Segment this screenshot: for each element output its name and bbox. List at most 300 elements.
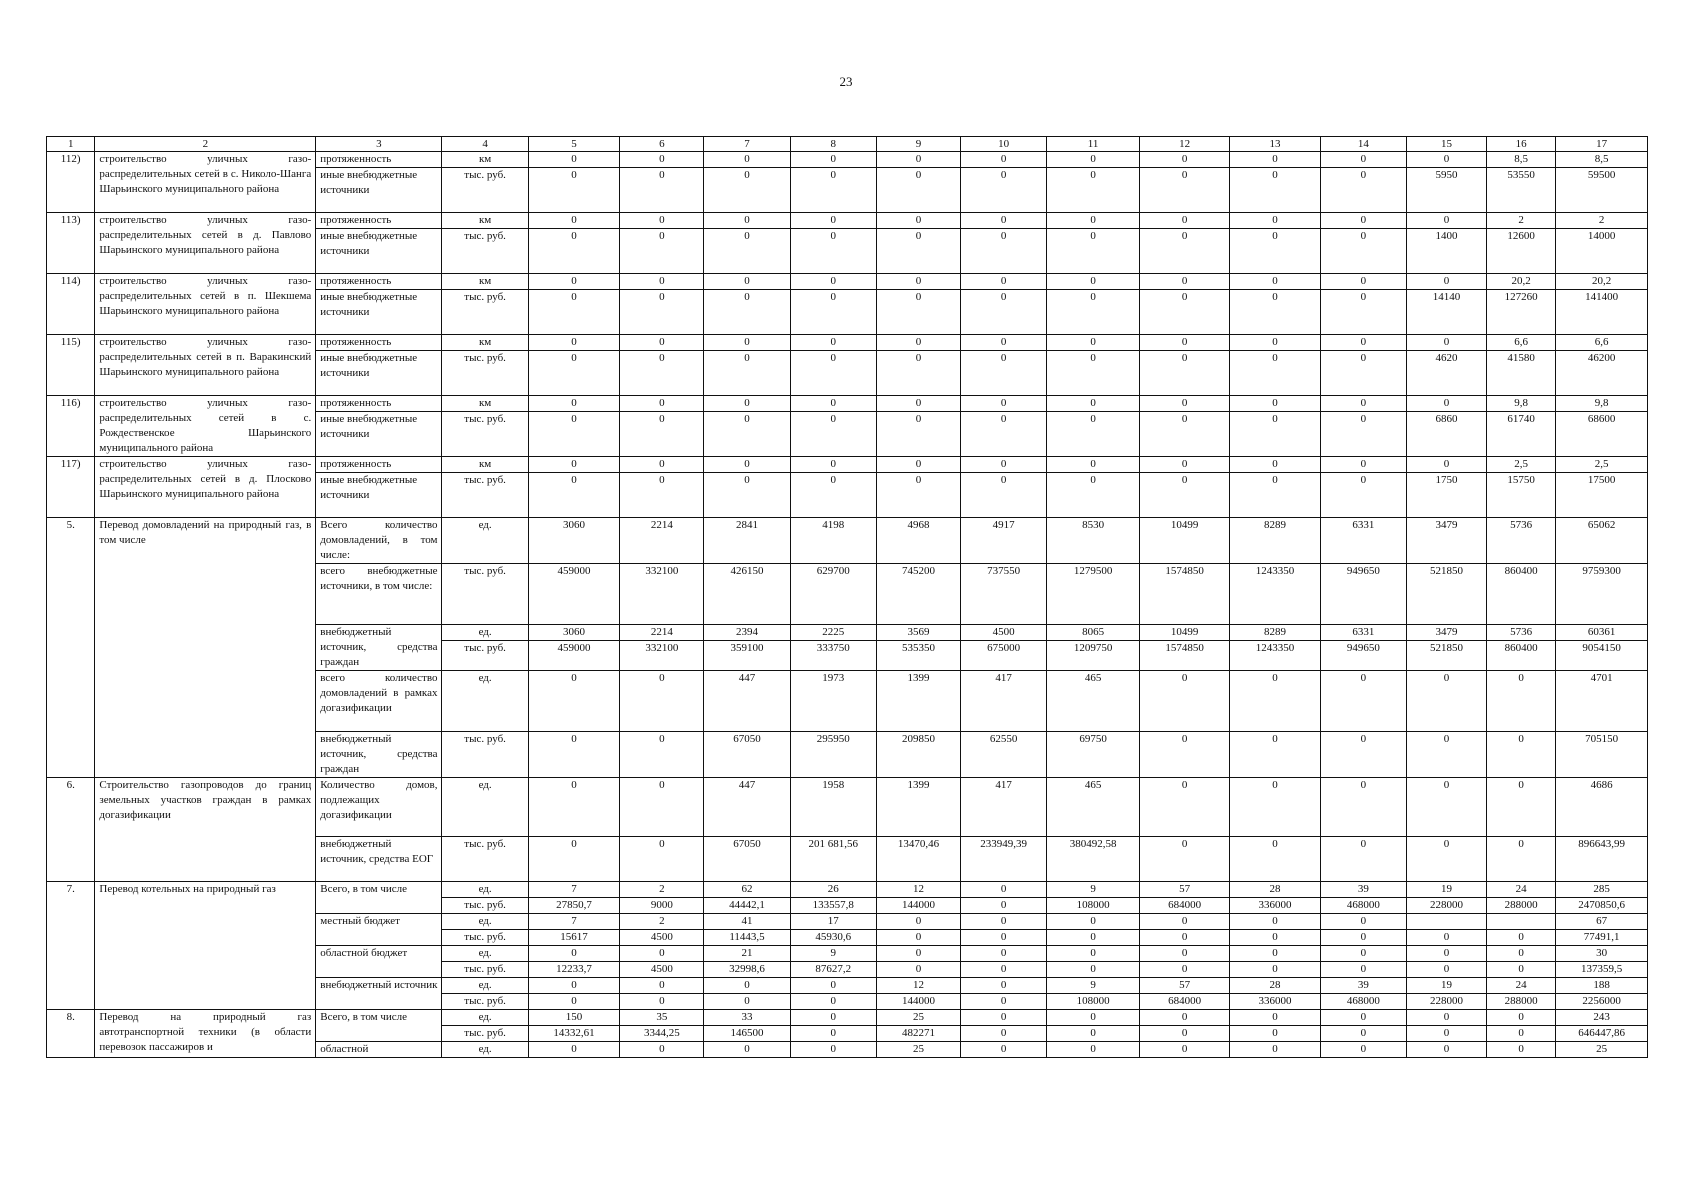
row-number: 116) xyxy=(47,396,95,457)
unit-cell: тыс. руб. xyxy=(442,898,528,914)
value-cell: 0 xyxy=(620,732,704,778)
column-header: 17 xyxy=(1556,137,1648,152)
value-cell: 0 xyxy=(704,335,790,351)
value-cell: 62 xyxy=(704,882,790,898)
value-cell: 25 xyxy=(876,1010,960,1026)
unit-cell: тыс. руб. xyxy=(442,290,528,335)
indicator-cell: протяженность xyxy=(316,274,442,290)
table-row xyxy=(47,457,1648,473)
value-cell: 41 xyxy=(704,914,790,930)
value-cell: 61740 xyxy=(1486,412,1555,457)
value-cell: 20,2 xyxy=(1556,274,1648,290)
value-cell: 0 xyxy=(961,962,1047,978)
value-cell: 0 xyxy=(1230,732,1320,778)
column-header: 6 xyxy=(620,137,704,152)
value-cell: 0 xyxy=(1230,1010,1320,1026)
value-cell: 0 xyxy=(1047,168,1140,213)
value-cell: 35 xyxy=(620,1010,704,1026)
unit-cell: ед. xyxy=(442,778,528,837)
value-cell: 146500 xyxy=(704,1026,790,1042)
value-cell: 108000 xyxy=(1047,898,1140,914)
value-cell: 0 xyxy=(1320,914,1406,930)
value-cell: 62550 xyxy=(961,732,1047,778)
value-cell: 0 xyxy=(961,994,1047,1010)
value-cell: 0 xyxy=(1320,412,1406,457)
value-cell: 9054150 xyxy=(1556,641,1648,671)
value-cell: 2,5 xyxy=(1556,457,1648,473)
column-header: 15 xyxy=(1407,137,1487,152)
value-cell: 0 xyxy=(1139,1010,1229,1026)
value-cell: 0 xyxy=(1139,778,1229,837)
value-cell: 629700 xyxy=(790,564,876,625)
value-cell: 137359,5 xyxy=(1556,962,1648,978)
value-cell: 0 xyxy=(790,1026,876,1042)
value-cell: 0 xyxy=(1230,335,1320,351)
value-cell: 0 xyxy=(620,213,704,229)
value-cell: 0 xyxy=(1139,412,1229,457)
value-cell: 25 xyxy=(876,1042,960,1058)
value-cell: 19 xyxy=(1407,978,1487,994)
indicator-cell: внебюджетный источник xyxy=(316,978,442,1010)
value-cell: 141400 xyxy=(1556,290,1648,335)
value-cell: 0 xyxy=(1047,473,1140,518)
indicator-cell: протяженность xyxy=(316,152,442,168)
indicator-cell: Всего, в том числе xyxy=(316,882,442,914)
value-cell: 0 xyxy=(1230,351,1320,396)
value-cell: 12 xyxy=(876,978,960,994)
indicator-cell: внебюджетный источник, средства граждан xyxy=(316,732,442,778)
value-cell: 0 xyxy=(620,229,704,274)
indicator-cell: всего внебюджетные источники, в том числе: xyxy=(316,564,442,625)
value-cell: 0 xyxy=(620,457,704,473)
column-header: 11 xyxy=(1047,137,1140,152)
value-cell: 12600 xyxy=(1486,229,1555,274)
value-cell: 336000 xyxy=(1230,994,1320,1010)
value-cell: 0 xyxy=(1139,457,1229,473)
value-cell: 0 xyxy=(1047,930,1140,946)
value-cell: 45930,6 xyxy=(790,930,876,946)
table-row xyxy=(47,1010,1648,1026)
value-cell: 521850 xyxy=(1407,564,1487,625)
value-cell: 535350 xyxy=(876,641,960,671)
value-cell: 0 xyxy=(1320,671,1406,732)
column-header: 13 xyxy=(1230,137,1320,152)
value-cell: 0 xyxy=(528,978,620,994)
value-cell: 705150 xyxy=(1556,732,1648,778)
value-cell: 0 xyxy=(1139,962,1229,978)
value-cell: 14140 xyxy=(1407,290,1487,335)
value-cell: 0 xyxy=(528,778,620,837)
column-header: 5 xyxy=(528,137,620,152)
indicator-cell: Количество домов, подлежащих догазификации xyxy=(316,778,442,837)
value-cell: 295950 xyxy=(790,732,876,778)
value-cell: 39 xyxy=(1320,978,1406,994)
value-cell: 0 xyxy=(528,1042,620,1058)
value-cell: 0 xyxy=(961,290,1047,335)
value-cell: 417 xyxy=(961,778,1047,837)
value-cell: 33 xyxy=(704,1010,790,1026)
value-cell: 0 xyxy=(790,396,876,412)
value-cell: 0 xyxy=(620,778,704,837)
value-cell: 144000 xyxy=(876,898,960,914)
value-cell: 0 xyxy=(1407,1026,1487,1042)
value-cell: 0 xyxy=(1230,290,1320,335)
value-cell: 0 xyxy=(1320,213,1406,229)
value-cell: 0 xyxy=(876,229,960,274)
value-cell: 949650 xyxy=(1320,641,1406,671)
value-cell: 0 xyxy=(1230,396,1320,412)
value-cell: 0 xyxy=(528,290,620,335)
value-cell: 0 xyxy=(961,274,1047,290)
value-cell: 233949,39 xyxy=(961,837,1047,882)
value-cell: 0 xyxy=(620,978,704,994)
value-cell: 15617 xyxy=(528,930,620,946)
value-cell: 3479 xyxy=(1407,625,1487,641)
value-cell: 0 xyxy=(1139,396,1229,412)
value-cell: 19 xyxy=(1407,882,1487,898)
value-cell xyxy=(1486,914,1555,930)
value-cell: 14000 xyxy=(1556,229,1648,274)
value-cell: 0 xyxy=(528,229,620,274)
value-cell: 0 xyxy=(704,994,790,1010)
value-cell: 0 xyxy=(790,351,876,396)
value-cell: 4620 xyxy=(1407,351,1487,396)
value-cell: 0 xyxy=(961,473,1047,518)
value-cell: 24 xyxy=(1486,978,1555,994)
value-cell: 9759300 xyxy=(1556,564,1648,625)
unit-cell: тыс. руб. xyxy=(442,732,528,778)
value-cell: 1973 xyxy=(790,671,876,732)
value-cell: 0 xyxy=(1139,290,1229,335)
value-cell: 0 xyxy=(1047,1042,1140,1058)
value-cell: 2394 xyxy=(704,625,790,641)
value-cell: 482271 xyxy=(876,1026,960,1042)
indicator-cell: внебюджетный источник, средства ЕОГ xyxy=(316,837,442,882)
value-cell: 2 xyxy=(1556,213,1648,229)
value-cell: 0 xyxy=(790,274,876,290)
row-number: 5. xyxy=(47,518,95,778)
value-cell: 336000 xyxy=(1230,898,1320,914)
table-row xyxy=(47,396,1648,412)
value-cell: 0 xyxy=(961,396,1047,412)
value-cell: 2841 xyxy=(704,518,790,564)
value-cell: 0 xyxy=(1320,837,1406,882)
value-cell: 0 xyxy=(876,213,960,229)
value-cell: 0 xyxy=(528,946,620,962)
value-cell: 0 xyxy=(620,168,704,213)
value-cell: 0 xyxy=(961,351,1047,396)
value-cell: 0 xyxy=(528,351,620,396)
value-cell: 0 xyxy=(1230,671,1320,732)
value-cell: 8289 xyxy=(1230,625,1320,641)
value-cell: 684000 xyxy=(1139,898,1229,914)
value-cell: 0 xyxy=(790,473,876,518)
value-cell: 0 xyxy=(528,837,620,882)
value-cell: 0 xyxy=(1320,274,1406,290)
indicator-cell: протяженность xyxy=(316,396,442,412)
value-cell: 67050 xyxy=(704,732,790,778)
value-cell: 0 xyxy=(1047,152,1140,168)
unit-cell: ед. xyxy=(442,1042,528,1058)
value-cell: 4917 xyxy=(961,518,1047,564)
value-cell: 0 xyxy=(876,473,960,518)
value-cell: 10499 xyxy=(1139,518,1229,564)
value-cell: 447 xyxy=(704,778,790,837)
value-cell: 332100 xyxy=(620,564,704,625)
measure-name: строительство уличных газо-распределительных сетей в с. Николо-Шанга Шарьинского муниципального района xyxy=(95,152,316,213)
value-cell: 10499 xyxy=(1139,625,1229,641)
value-cell: 13470,46 xyxy=(876,837,960,882)
value-cell: 0 xyxy=(1139,914,1229,930)
value-cell: 12233,7 xyxy=(528,962,620,978)
value-cell: 9 xyxy=(1047,978,1140,994)
value-cell: 0 xyxy=(1407,962,1487,978)
value-cell: 0 xyxy=(528,994,620,1010)
indicator-cell: внебюджетный источник, средства граждан xyxy=(316,625,442,671)
value-cell: 1243350 xyxy=(1230,564,1320,625)
value-cell: 0 xyxy=(704,396,790,412)
value-cell: 0 xyxy=(1230,274,1320,290)
value-cell: 0 xyxy=(620,274,704,290)
column-header: 9 xyxy=(876,137,960,152)
value-cell: 0 xyxy=(1230,1042,1320,1058)
unit-cell: ед. xyxy=(442,518,528,564)
value-cell: 0 xyxy=(961,213,1047,229)
value-cell: 108000 xyxy=(1047,994,1140,1010)
value-cell: 6,6 xyxy=(1486,335,1555,351)
value-cell: 737550 xyxy=(961,564,1047,625)
value-cell: 0 xyxy=(1047,335,1140,351)
header-row xyxy=(47,137,1648,152)
value-cell: 0 xyxy=(704,213,790,229)
value-cell: 0 xyxy=(1320,1042,1406,1058)
value-cell: 0 xyxy=(620,290,704,335)
value-cell: 0 xyxy=(528,152,620,168)
value-cell: 0 xyxy=(704,168,790,213)
value-cell: 6,6 xyxy=(1556,335,1648,351)
measure-name: Перевод на природный газ автотранспортной техники (в области перевозок пассажиров и xyxy=(95,1010,316,1058)
value-cell: 0 xyxy=(1486,732,1555,778)
value-cell: 0 xyxy=(620,351,704,396)
value-cell: 0 xyxy=(961,457,1047,473)
value-cell: 0 xyxy=(1230,473,1320,518)
value-cell: 1243350 xyxy=(1230,641,1320,671)
table-row xyxy=(47,882,1648,898)
value-cell: 0 xyxy=(1139,168,1229,213)
value-cell: 8,5 xyxy=(1556,152,1648,168)
value-cell: 21 xyxy=(704,946,790,962)
value-cell: 44442,1 xyxy=(704,898,790,914)
value-cell: 144000 xyxy=(876,994,960,1010)
value-cell: 0 xyxy=(961,1042,1047,1058)
value-cell: 1209750 xyxy=(1047,641,1140,671)
column-header: 16 xyxy=(1486,137,1555,152)
value-cell: 0 xyxy=(1320,962,1406,978)
value-cell: 0 xyxy=(1320,396,1406,412)
column-header: 7 xyxy=(704,137,790,152)
value-cell: 17500 xyxy=(1556,473,1648,518)
unit-cell: км xyxy=(442,396,528,412)
value-cell: 0 xyxy=(528,213,620,229)
value-cell: 0 xyxy=(1407,335,1487,351)
value-cell: 53550 xyxy=(1486,168,1555,213)
value-cell: 0 xyxy=(961,168,1047,213)
unit-cell: тыс. руб. xyxy=(442,412,528,457)
unit-cell: ед. xyxy=(442,914,528,930)
value-cell: 0 xyxy=(1047,457,1140,473)
value-cell: 0 xyxy=(620,152,704,168)
value-cell: 0 xyxy=(1230,229,1320,274)
value-cell: 0 xyxy=(704,290,790,335)
value-cell: 2256000 xyxy=(1556,994,1648,1010)
value-cell: 0 xyxy=(1407,837,1487,882)
value-cell: 57 xyxy=(1139,882,1229,898)
value-cell: 6860 xyxy=(1407,412,1487,457)
value-cell: 0 xyxy=(876,914,960,930)
value-cell: 0 xyxy=(1320,473,1406,518)
measure-name: Строительство газопроводов до границ земельных участков граждан в рамках догазификации xyxy=(95,778,316,882)
indicator-cell: иные внебюджетные источники xyxy=(316,351,442,396)
value-cell: 188 xyxy=(1556,978,1648,994)
value-cell: 1574850 xyxy=(1139,641,1229,671)
value-cell: 0 xyxy=(1486,837,1555,882)
column-header: 10 xyxy=(961,137,1047,152)
value-cell: 60361 xyxy=(1556,625,1648,641)
value-cell: 4500 xyxy=(620,930,704,946)
value-cell: 9,8 xyxy=(1556,396,1648,412)
value-cell: 39 xyxy=(1320,882,1406,898)
unit-cell: ед. xyxy=(442,1010,528,1026)
value-cell: 0 xyxy=(1047,274,1140,290)
value-cell: 0 xyxy=(961,946,1047,962)
value-cell: 2 xyxy=(1486,213,1555,229)
value-cell: 2214 xyxy=(620,625,704,641)
value-cell: 32998,6 xyxy=(704,962,790,978)
value-cell: 3060 xyxy=(528,518,620,564)
value-cell: 0 xyxy=(528,732,620,778)
value-cell: 0 xyxy=(1047,412,1140,457)
unit-cell: тыс. руб. xyxy=(442,641,528,671)
column-header: 14 xyxy=(1320,137,1406,152)
value-cell: 0 xyxy=(1139,1026,1229,1042)
value-cell: 1400 xyxy=(1407,229,1487,274)
value-cell: 12 xyxy=(876,882,960,898)
value-cell: 0 xyxy=(1139,152,1229,168)
value-cell: 3060 xyxy=(528,625,620,641)
value-cell: 67 xyxy=(1556,914,1648,930)
unit-cell: тыс. руб. xyxy=(442,962,528,978)
value-cell: 2,5 xyxy=(1486,457,1555,473)
table-row xyxy=(47,274,1648,290)
table-row xyxy=(47,778,1648,837)
value-cell: 20,2 xyxy=(1486,274,1555,290)
value-cell: 0 xyxy=(876,396,960,412)
value-cell: 7 xyxy=(528,882,620,898)
value-cell: 465 xyxy=(1047,671,1140,732)
value-cell: 860400 xyxy=(1486,641,1555,671)
value-cell: 3479 xyxy=(1407,518,1487,564)
value-cell: 0 xyxy=(1320,152,1406,168)
unit-cell: тыс. руб. xyxy=(442,229,528,274)
value-cell: 0 xyxy=(1320,168,1406,213)
value-cell: 0 xyxy=(1230,213,1320,229)
unit-cell: км xyxy=(442,213,528,229)
value-cell: 0 xyxy=(1320,732,1406,778)
value-cell: 0 xyxy=(1230,778,1320,837)
row-number: 7. xyxy=(47,882,95,1010)
value-cell: 465 xyxy=(1047,778,1140,837)
value-cell: 46200 xyxy=(1556,351,1648,396)
value-cell: 2225 xyxy=(790,625,876,641)
value-cell: 30 xyxy=(1556,946,1648,962)
value-cell: 332100 xyxy=(620,641,704,671)
value-cell: 0 xyxy=(704,229,790,274)
value-cell: 0 xyxy=(790,412,876,457)
column-header: 8 xyxy=(790,137,876,152)
value-cell: 0 xyxy=(961,930,1047,946)
row-number: 112) xyxy=(47,152,95,213)
unit-cell: тыс. руб. xyxy=(442,994,528,1010)
value-cell: 0 xyxy=(1407,396,1487,412)
value-cell: 9 xyxy=(1047,882,1140,898)
value-cell: 0 xyxy=(1139,837,1229,882)
value-cell: 0 xyxy=(1139,335,1229,351)
value-cell: 17 xyxy=(790,914,876,930)
value-cell: 0 xyxy=(1230,412,1320,457)
value-cell: 0 xyxy=(528,274,620,290)
value-cell: 1399 xyxy=(876,671,960,732)
value-cell: 28 xyxy=(1230,882,1320,898)
value-cell: 228000 xyxy=(1407,898,1487,914)
unit-cell: ед. xyxy=(442,625,528,641)
value-cell: 0 xyxy=(1486,930,1555,946)
value-cell: 26 xyxy=(790,882,876,898)
value-cell: 0 xyxy=(620,946,704,962)
value-cell: 2 xyxy=(620,882,704,898)
value-cell: 0 xyxy=(1047,1026,1140,1042)
value-cell: 380492,58 xyxy=(1047,837,1140,882)
value-cell: 0 xyxy=(1139,351,1229,396)
row-number: 115) xyxy=(47,335,95,396)
value-cell: 0 xyxy=(1407,152,1487,168)
value-cell: 426150 xyxy=(704,564,790,625)
value-cell: 228000 xyxy=(1407,994,1487,1010)
value-cell: 745200 xyxy=(876,564,960,625)
indicator-cell: протяженность xyxy=(316,457,442,473)
measure-name: строительство уличных газо-распределительных сетей в д. Плосково Шарьинского муниципального района xyxy=(95,457,316,518)
value-cell: 0 xyxy=(620,1042,704,1058)
value-cell: 0 xyxy=(1320,351,1406,396)
indicator-cell: областной бюджет xyxy=(316,946,442,978)
value-cell: 7 xyxy=(528,914,620,930)
value-cell: 0 xyxy=(620,671,704,732)
value-cell: 468000 xyxy=(1320,898,1406,914)
value-cell: 0 xyxy=(1407,457,1487,473)
value-cell: 0 xyxy=(961,229,1047,274)
value-cell: 0 xyxy=(704,1042,790,1058)
unit-cell: км xyxy=(442,152,528,168)
value-cell: 0 xyxy=(790,978,876,994)
value-cell: 359100 xyxy=(704,641,790,671)
value-cell: 0 xyxy=(1139,946,1229,962)
value-cell: 0 xyxy=(1139,732,1229,778)
value-cell: 0 xyxy=(1486,1026,1555,1042)
page-number: 23 xyxy=(839,74,853,89)
value-cell: 0 xyxy=(1047,946,1140,962)
unit-cell: тыс. руб. xyxy=(442,564,528,625)
row-number: 6. xyxy=(47,778,95,882)
value-cell: 25 xyxy=(1556,1042,1648,1058)
